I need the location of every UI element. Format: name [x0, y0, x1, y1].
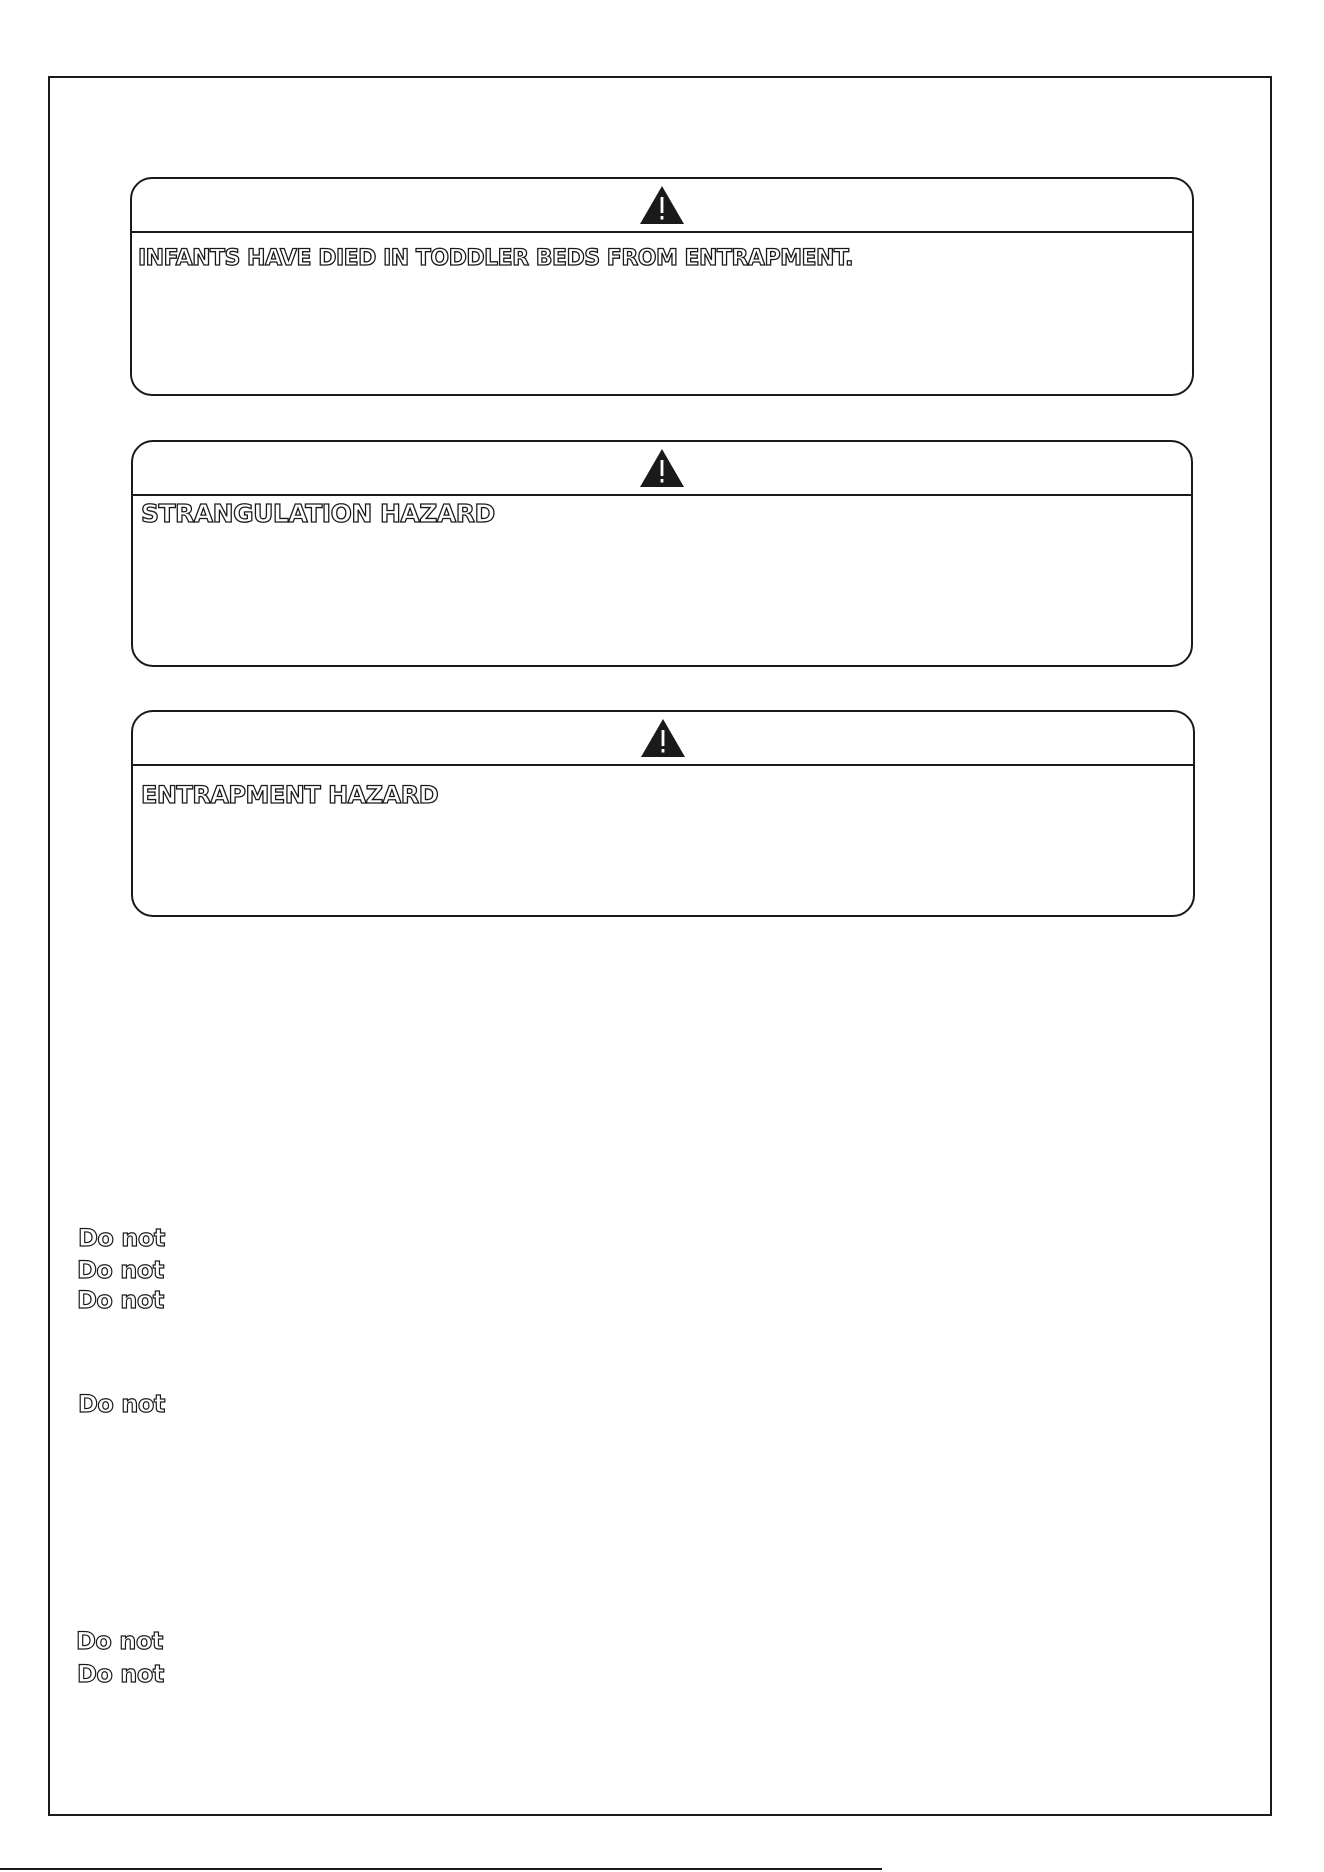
warning-title: ENTRAPMENT HAZARD	[141, 781, 439, 809]
instruction-line: Do not	[77, 1256, 164, 1284]
warning-title: INFANTS HAVE DIED IN TODDLER BEDS FROM ENTRAPMENT.	[138, 246, 853, 271]
warning-box-entrapment	[131, 710, 1195, 917]
warning-triangle-icon	[639, 185, 685, 225]
warning-triangle-icon	[640, 718, 686, 758]
instruction-line: Do not	[77, 1286, 164, 1314]
warning-header	[133, 442, 1191, 496]
footer-fragment	[880, 1864, 980, 1872]
instruction-line: Do not	[77, 1660, 164, 1688]
instruction-line: Do not	[78, 1390, 165, 1418]
warning-box-infants	[130, 177, 1194, 396]
instruction-line: Do not	[76, 1627, 163, 1655]
warning-triangle-icon	[639, 448, 685, 488]
warning-box-strangulation	[131, 440, 1193, 667]
footer-rule	[0, 1868, 882, 1870]
instruction-line: Do not	[78, 1224, 165, 1252]
warning-header	[133, 712, 1193, 766]
warning-header	[132, 179, 1192, 233]
warning-title: STRANGULATION HAZARD	[141, 499, 495, 528]
